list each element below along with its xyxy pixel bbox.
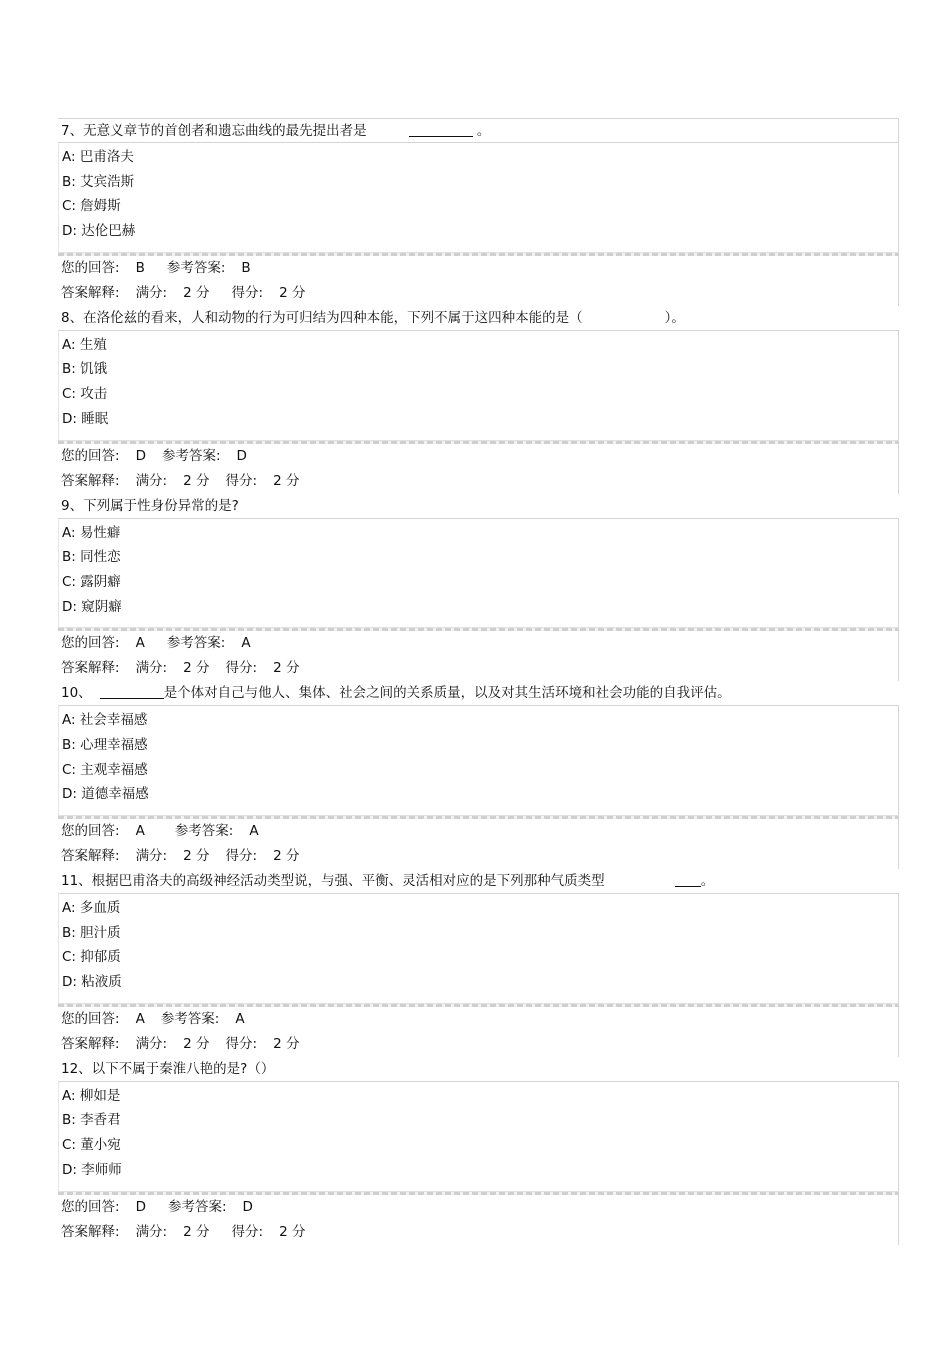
your-answer-label: 您的回答: (61, 823, 120, 839)
reference-answer-value: D (236, 447, 247, 464)
question-tail: 。 (472, 123, 491, 139)
option-a: A: 社会幸福感 (62, 712, 148, 729)
option-a: A: 柳如是 (62, 1087, 121, 1104)
score-row (58, 1220, 898, 1245)
option-d: D: 李师师 (62, 1161, 122, 1178)
question-text: 7、无意义章节的首创者和遗忘曲线的最先提出者是 (61, 123, 367, 139)
full-score-label: 满分: (135, 1223, 168, 1240)
got-score-value: 2 分 (273, 848, 300, 864)
reference-answer-label: 参考答案: (161, 447, 221, 464)
options-list (58, 518, 899, 628)
question-7 (58, 118, 899, 306)
question-tail: ）。 (664, 309, 685, 326)
answer-block (58, 1195, 899, 1245)
question-stem (58, 118, 899, 142)
score-row (58, 469, 898, 494)
option-a: A: 巴甫洛夫 (62, 149, 134, 165)
option-b: B: 心理幸福感 (62, 736, 148, 753)
option-a: A: 易性癖 (62, 524, 121, 541)
full-score-label: 满分: (135, 660, 168, 677)
your-answer-label: 您的回答: (61, 447, 120, 464)
option-b: B: 饥饿 (62, 361, 108, 378)
explanation-label: 答案解释: (61, 284, 120, 301)
full-score-label: 满分: (135, 848, 168, 864)
question-stem (58, 681, 899, 705)
score-row (58, 656, 898, 681)
explanation-label: 答案解释: (61, 1223, 120, 1240)
got-score-value: 2 分 (273, 1035, 300, 1052)
explanation-label: 答案解释: (61, 848, 120, 864)
full-score-value: 2 分 (183, 848, 210, 864)
question-stem (58, 306, 899, 330)
full-score-label: 满分: (135, 472, 168, 489)
got-score-value: 2 分 (279, 1223, 306, 1240)
question-12 (58, 1057, 899, 1245)
reference-answer-label: 参考答案: (166, 259, 226, 276)
reference-answer-label: 参考答案: (167, 1198, 227, 1215)
answer-block (58, 1007, 899, 1057)
full-score-value: 2 分 (183, 660, 210, 677)
your-answer-value: D (135, 1198, 146, 1215)
reference-answer-value: D (242, 1198, 253, 1215)
option-d: D: 达伦巴赫 (62, 223, 136, 240)
options-list (58, 142, 899, 252)
question-stem (58, 869, 899, 893)
your-answer-value: A (135, 823, 145, 839)
option-c: C: 露阴癖 (62, 573, 121, 590)
score-row (58, 1032, 898, 1057)
your-answer-label: 您的回答: (61, 259, 120, 276)
question-text: 10、 (61, 685, 92, 702)
question-text: 9、下列属于性身份异常的是? (61, 497, 239, 514)
question-11 (58, 869, 899, 1057)
your-answer-value: D (135, 447, 146, 464)
reference-answer-label: 参考答案: (174, 823, 234, 839)
option-b: B: 胆汁质 (62, 924, 121, 941)
question-9 (58, 494, 899, 682)
score-row (58, 844, 898, 869)
answer-row (58, 631, 898, 656)
answer-row (58, 256, 898, 281)
full-score-label: 满分: (135, 1035, 168, 1052)
got-score-label: 得分: (231, 1223, 264, 1240)
your-answer-label: 您的回答: (61, 635, 120, 652)
got-score-value: 2 分 (273, 472, 300, 489)
fill-blank (409, 122, 473, 137)
answer-block (58, 819, 899, 869)
reference-answer-label: 参考答案: (160, 1010, 220, 1027)
options-list (58, 893, 899, 1003)
option-d: D: 粘液质 (62, 974, 122, 991)
option-d: D: 睡眠 (62, 410, 109, 427)
got-score-label: 得分: (231, 284, 264, 301)
quiz-results-sheet (58, 118, 899, 1245)
answer-row (58, 1195, 898, 1220)
question-tail: 是个体对自己与他人、集体、社会之间的关系质量，以及对其生活环境和社会功能的自我评估。 (163, 685, 731, 702)
your-answer-label: 您的回答: (61, 1198, 120, 1215)
your-answer-value: B (135, 259, 145, 276)
got-score-label: 得分: (225, 848, 258, 864)
option-c: C: 主观幸福感 (62, 761, 148, 778)
answer-row (58, 1007, 898, 1032)
answer-block (58, 444, 899, 494)
fill-blank (100, 684, 164, 699)
score-row (58, 281, 898, 306)
full-score-label: 满分: (135, 284, 168, 301)
full-score-value: 2 分 (183, 1035, 210, 1052)
full-score-value: 2 分 (183, 1223, 210, 1240)
got-score-label: 得分: (225, 660, 258, 677)
reference-answer-value: A (241, 635, 251, 652)
question-10 (58, 681, 899, 869)
options-list (58, 330, 899, 440)
full-score-value: 2 分 (183, 284, 210, 301)
got-score-label: 得分: (225, 1035, 258, 1052)
answer-row (58, 819, 898, 844)
reference-answer-value: A (235, 1010, 245, 1027)
got-score-value: 2 分 (273, 660, 300, 677)
your-answer-label: 您的回答: (61, 1010, 120, 1027)
question-text: 12、以下不属于秦淮八艳的是?（） (61, 1060, 275, 1077)
option-a: A: 多血质 (62, 900, 121, 916)
option-d: D: 窥阴癖 (62, 598, 122, 615)
reference-answer-label: 参考答案: (166, 635, 226, 652)
answer-block (58, 631, 899, 681)
reference-answer-value: A (249, 823, 259, 839)
reference-answer-value: B (241, 259, 251, 276)
explanation-label: 答案解释: (61, 472, 120, 489)
fill-blank (675, 872, 701, 887)
question-stem (58, 494, 899, 518)
explanation-label: 答案解释: (61, 1035, 120, 1052)
option-b: B: 同性恋 (62, 549, 121, 566)
option-a: A: 生殖 (62, 336, 107, 353)
question-8 (58, 306, 899, 494)
option-b: B: 李香君 (62, 1112, 121, 1129)
your-answer-value: A (135, 635, 145, 652)
full-score-value: 2 分 (183, 472, 210, 489)
question-text: 8、在洛伦兹的看来，人和动物的行为可归结为四种本能，下列不属于这四种本能的是（ (61, 309, 583, 326)
option-c: C: 抑郁质 (62, 949, 121, 966)
your-answer-value: A (135, 1010, 145, 1027)
option-c: C: 詹姆斯 (62, 198, 121, 215)
question-tail: 。 (700, 873, 715, 889)
question-text: 11、根据巴甫洛夫的高级神经活动类型说，与强、平衡、灵活相对应的是下列那种气质类型 (61, 873, 605, 889)
option-c: C: 攻击 (62, 386, 108, 403)
options-list (58, 705, 899, 815)
got-score-value: 2 分 (279, 284, 306, 301)
answer-block (58, 256, 899, 306)
got-score-label: 得分: (225, 472, 258, 489)
option-b: B: 艾宾浩斯 (62, 173, 135, 190)
answer-row (58, 444, 898, 469)
options-list (58, 1081, 899, 1191)
explanation-label: 答案解释: (61, 660, 120, 677)
option-d: D: 道德幸福感 (62, 786, 149, 803)
question-stem (58, 1057, 899, 1081)
option-c: C: 董小宛 (62, 1137, 121, 1154)
